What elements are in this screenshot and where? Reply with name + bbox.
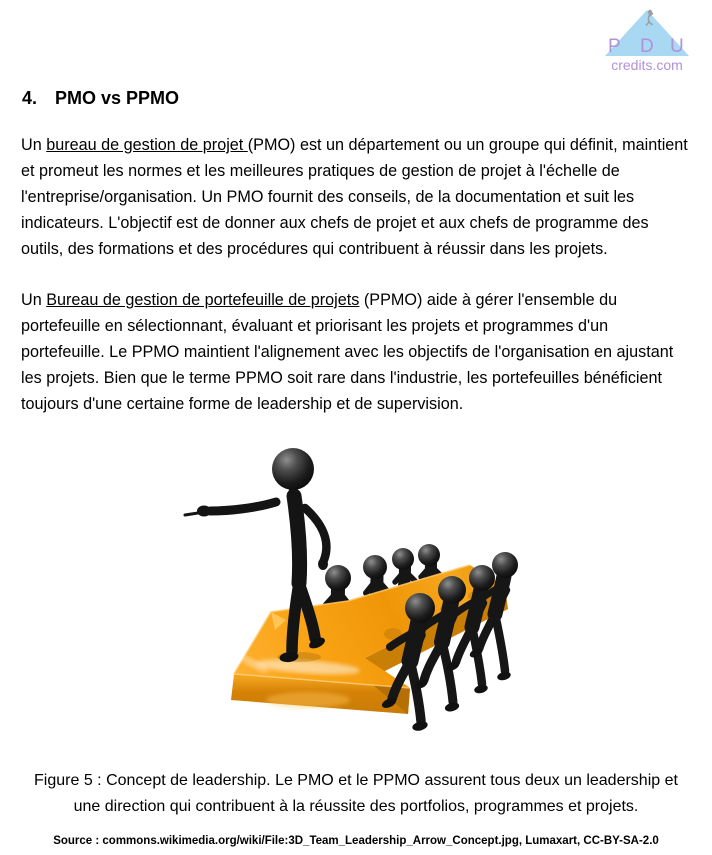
logo-letter-u: U bbox=[670, 36, 684, 57]
figure-caption: Figure 5 : Concept de leadership. Le PMO et le PPMO assurent tous deux un leadership et une direction qui contribuent à la réussite des portfolios, programmes et projets. bbox=[34, 772, 678, 815]
section-heading bbox=[22, 89, 179, 109]
paragraph-ppmo bbox=[21, 287, 695, 417]
source-credit: Source : commons.wikimedia.org/wiki/File:3D_Team_Leadership_Arrow_Concept.jpg, Lumaxart, CC-BY-SA-2.0 bbox=[53, 835, 659, 847]
logo-letter-p: P bbox=[608, 36, 621, 57]
heading-number: 4. bbox=[22, 88, 38, 108]
paragraph-pmo bbox=[21, 132, 695, 262]
heading-title: PMO vs PPMO bbox=[55, 88, 180, 108]
paragraph-ppmo-body: (PPMO) aide à gérer l'ensemble du portefeuille en sélectionnant, évaluant et priorisant les projets et programmes d'un portefeuille. Le PPMO maintient l'alignement avec les objectifs de l'organisation en ajustant les projets. Bien que le terme PPMO soit rare dans l'industrie, les portefeuilles bénéficient toujours d'une certaine forme de leadership et de supervision. bbox=[21, 291, 674, 413]
logo-domain-text: credits.com bbox=[611, 57, 683, 73]
leadership-arrow-graphic bbox=[158, 438, 558, 746]
paragraph-pmo-term: bureau de gestion de projet bbox=[46, 136, 248, 154]
logo-letter-d: D bbox=[640, 36, 654, 57]
paragraph-pmo-body: (PMO) est un département ou un groupe qui définit, maintient et promeut les normes et les meilleures pratiques de gestion de projet à l'échelle de l'entreprise/organisation. Un PMO fournit des conseils, de la documentation et suit les indicateurs. L'objectif est de donner aux chefs de projet et aux chefs de programme des outils, des formations et des procédures qui contribuent à réussir dans les projets. bbox=[21, 136, 688, 258]
paragraph-ppmo-prefix: Un bbox=[21, 291, 47, 309]
pdu-logo-graphic bbox=[598, 6, 698, 82]
pdu-logo bbox=[598, 6, 698, 82]
paragraph-ppmo-term: Bureau de gestion de portefeuille de projets bbox=[46, 291, 360, 309]
paragraph-pmo-prefix: Un bbox=[21, 136, 47, 154]
leadership-figure bbox=[158, 438, 558, 746]
